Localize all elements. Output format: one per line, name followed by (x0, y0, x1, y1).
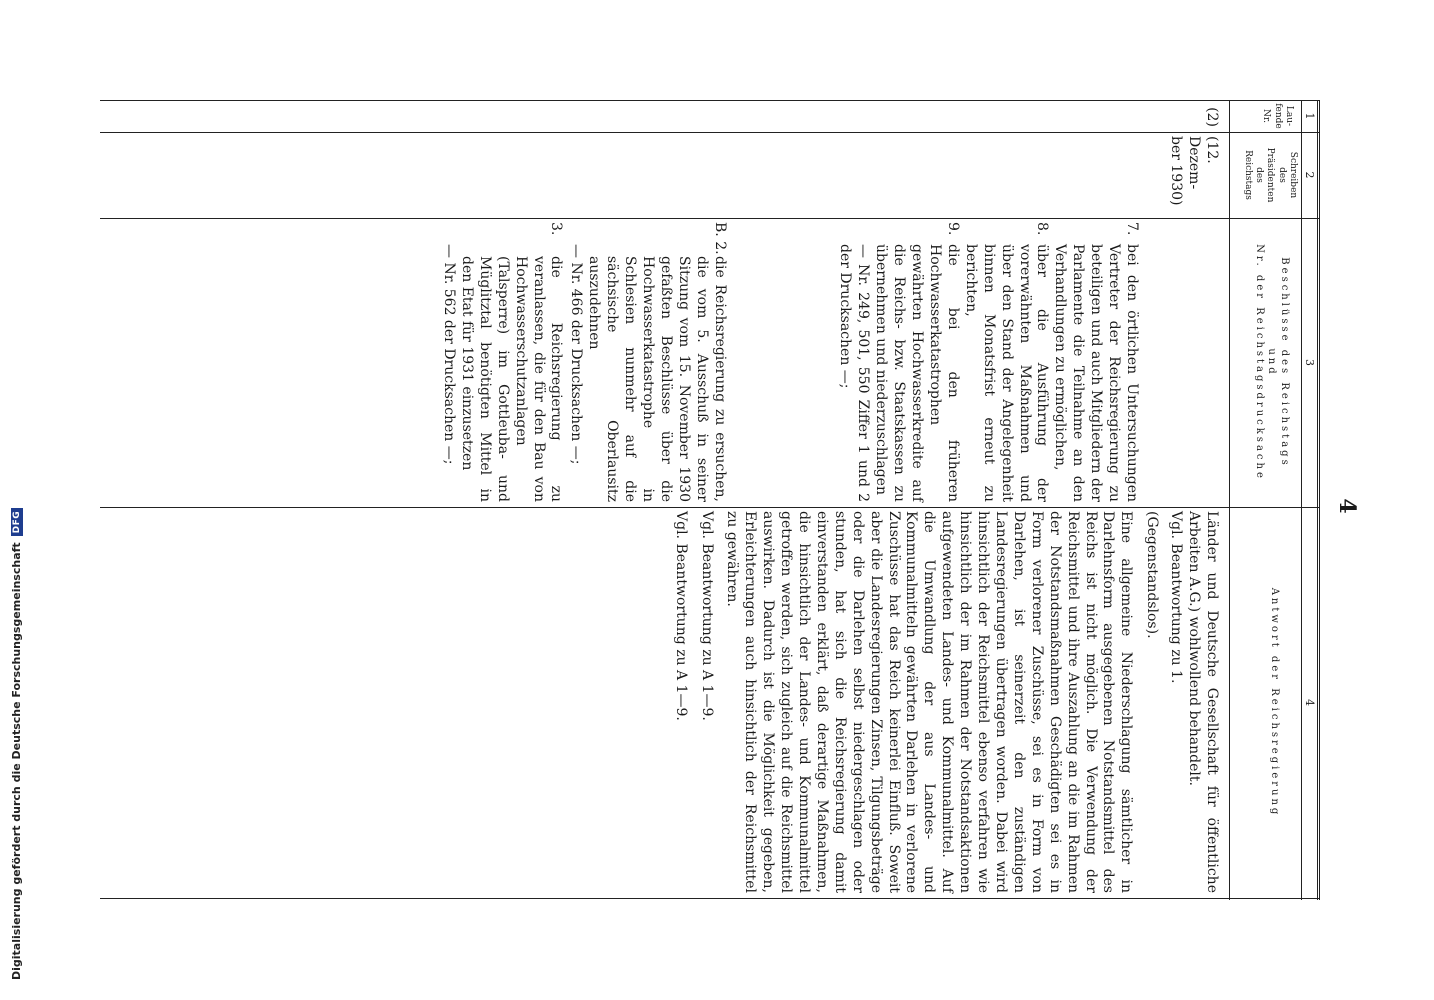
letter-date: (12. Dezem- ber 1930) (1168, 136, 1220, 206)
answer-9: Eine allgemeine Niederschlagung sämtlicher in Darlehnsform ausgegebenen Notstandsmittel des Reichs ist nicht möglich. Die Verwendung der Reichsmittel und ihre Auszahlung an die im Rahmen der Notstandsmaßnahmen Geschädigten sei es in Form verlorener Zuschüsse, sei es in Form von Darlehen, ist seinerzeit den zuständigen Landesregierungen übertragen worden. Dabei wird hinsichtlich der Reichsmittel ebenso verfahren wie hinsichtlich der im Rahmen der Notstandsaktionen aufgewendeten Landes- und Kommunalmittel. Auf die Umwandlung der aus Landes- und Kommunalmitteln gewährten Darlehen in verlorene Zuschüsse hat das Reich keinerlei Einfluß. Soweit aber die Landesregierungen Zinsen, Tilgungsbeträge oder die Darlehen selbst niedergeschlagen oder stunden, hat sich die Reichsregierung damit einverstanden erklärt, daß derartige Maßnahmen, die hinsichtlich der Landes- und Kommunalmittel getroffen werden, sich zugleich auf die Reichsmittel auswirken. Dadurch ist die Möglichkeit gegeben, Erleichterungen auch hinsichtlich der Reichsmittel zu gewähren. (724, 511, 1135, 893)
column-number-3: 3 (1303, 359, 1316, 366)
column-number-2: 2 (1303, 171, 1316, 179)
column-divider (100, 218, 1320, 219)
answer-b3: Vgl. Beantwortung zu A 1—9. (672, 511, 689, 721)
resolution-item (871, 222, 961, 502)
column-divider (100, 100, 1320, 101)
item-label: 8. (1034, 222, 1051, 236)
resolution-item (457, 222, 564, 502)
drucksache-ref: — Nr. 249, 501, 550 Ziffer 1 und 2 der Drucksachen —; (837, 244, 872, 502)
column-divider (100, 898, 1320, 899)
answer-8: (Gegenstandslos). (1144, 511, 1161, 639)
resolution-item (584, 222, 727, 502)
resolutions-column (437, 222, 1140, 502)
resolution-item (961, 222, 1051, 502)
item-label: 7. (1124, 222, 1140, 236)
item-label: 3. (548, 222, 565, 236)
item-label: 9. (944, 222, 961, 236)
answer-7: Länder und Deutsche Gesellschaft für öffentliche Arbeiten A.G.) wohlwollend behandelt. Vgl. Beantwortung zu 1. (1168, 511, 1220, 893)
header-divider (1301, 100, 1302, 900)
item-text: die Reichsregierung zu ersuchen, die vom 5. Ausschuß in seiner Sitzung vom 15. November 1930 gefaßten Beschlüsse über die Hochwasserkatastrophe in Schlesien nunmehr auf die sächsische Oberlausitz auszudehnen (586, 256, 728, 502)
header-bottom-rule (1229, 100, 1230, 900)
header-antwort: Antwort der Reichsregierung (1269, 587, 1280, 818)
top-rule (1317, 100, 1320, 900)
column-number-1: 1 (1303, 112, 1316, 120)
answer-b2: Vgl. Beantwortung zu A 1—9. (698, 511, 715, 721)
column-divider (100, 132, 1320, 133)
item-text: über die Ausführung der vorerwähnten Maßnahmen und über den Stand der Angelegenheit binnen Monatsfrist erneut zu berichten, (962, 244, 1051, 502)
answers-column (669, 511, 1220, 893)
item-label: B. 2. (711, 222, 728, 255)
item-text: bei den örtlichen Untersuchungen Vertreter der Reichsregierung zu beteiligen und auch Mitgliedern der Parlamente die Teilnahme an den Verhandlungen zu ermöglichen, (1052, 244, 1140, 502)
resolution-item (1050, 222, 1140, 502)
drucksache-ref: — Nr. 562 der Drucksachen —; (441, 244, 457, 465)
dfg-logo-icon: DFG (11, 508, 23, 537)
item-text: die bei den früheren Hochwasserkatastrophen gewährten Hochwasserkredite auf die Reichs- bzw. Staatskassen zu übernehmen und niederzuschlagen (873, 244, 961, 502)
digitization-credit (0, 0, 23, 1000)
document-page (100, 100, 1360, 900)
header-schreiben: Schreiben des Präsidenten des Reichstags (1243, 147, 1298, 203)
item-text: die Reichsregierung zu veranlassen, die für den Bau von Hochwasserschutzanlagen (Talsperre) im Gottleuba- und Müglitztal benötigten Mittel in den Etat für 1931 einzusetzen (458, 256, 565, 502)
lfd-nr: (2) (1204, 107, 1220, 127)
credit-text: Digitalisierung gefördert durch die Deutsche Forschungsgemeinschaft (10, 542, 23, 980)
page-number: 4 (1334, 498, 1360, 514)
column-number-4: 4 (1303, 699, 1316, 706)
column-divider (100, 507, 1320, 508)
drucksache-ref: — Nr. 466 der Drucksachen —; (568, 244, 585, 465)
header-laufende-nr: Lau- fende Nr. (1261, 103, 1294, 129)
header-beschluesse: Beschlüsse des Reichstags und Nr. der Reichstagsdrucksache (1254, 244, 1290, 481)
